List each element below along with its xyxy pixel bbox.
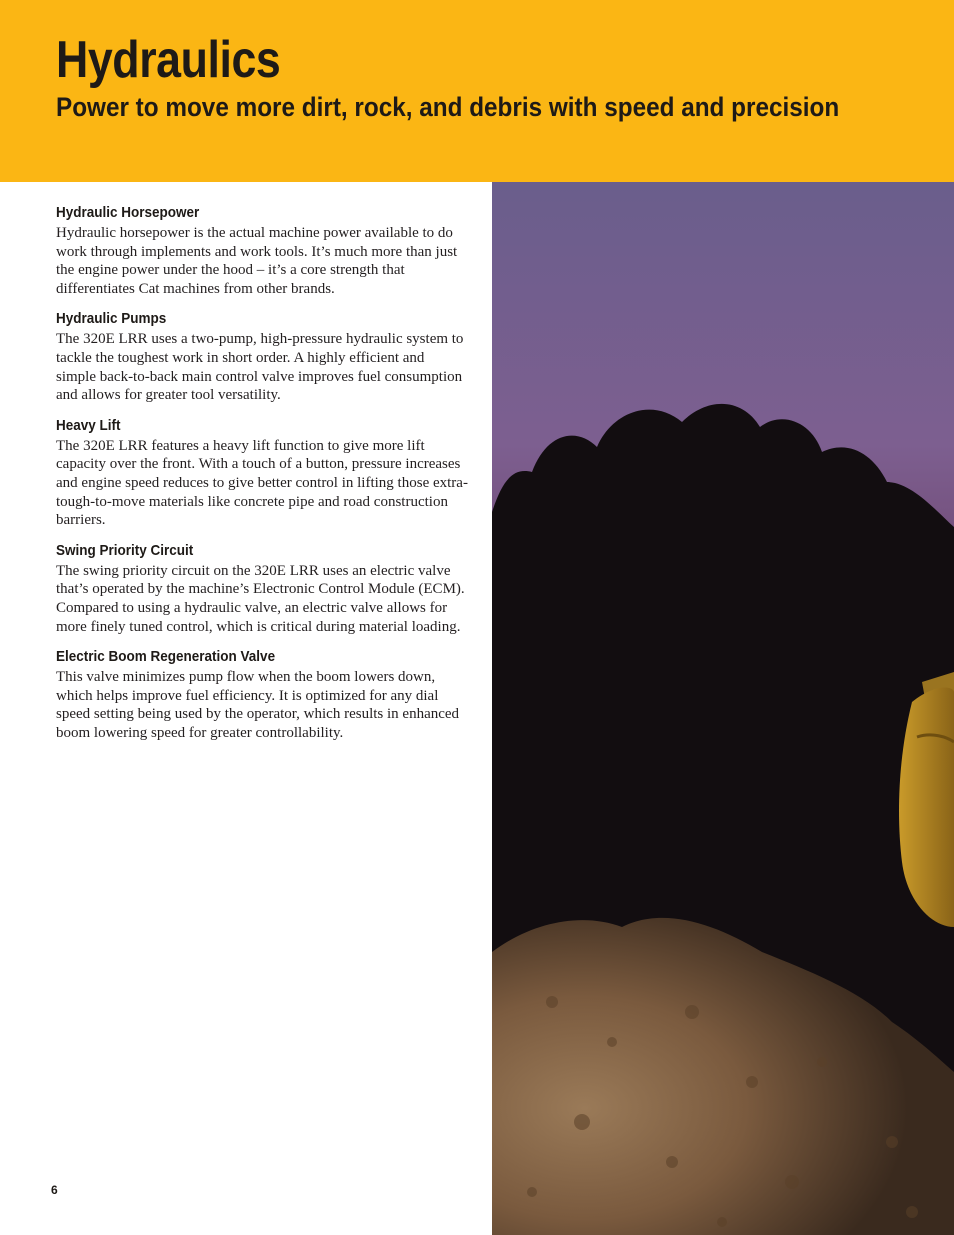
page-subtitle: Power to move more dirt, rock, and debris with speed and precision xyxy=(56,92,840,122)
section-electric-boom-regeneration-valve xyxy=(56,647,468,742)
section-heading: Hydraulic Pumps xyxy=(56,310,167,328)
section-hydraulic-pumps xyxy=(56,309,468,404)
text-column xyxy=(56,203,468,753)
section-body: This valve minimizes pump flow when the boom lowers down, which helps improve fuel efficiency. It is optimized for any dial speed setting being used by the operator, which results in enhanced boom lowering speed for greater controllability. xyxy=(56,669,460,741)
section-heading: Electric Boom Regeneration Valve xyxy=(56,648,276,666)
section-body: Hydraulic horsepower is the actual machine power available to do work through implements and work tools. It’s much more than just the engine power under the hood – it’s a core strength that differentiates Cat machines from other brands. xyxy=(56,225,458,297)
section-swing-priority-circuit xyxy=(56,541,468,636)
section-hydraulic-horsepower xyxy=(56,203,468,298)
section-body: The 320E LRR uses a two-pump, high-pressure hydraulic system to tackle the toughest work in short order. A highly efficient and simple back-to-back main control valve improves fuel consumption and allows for greater tool versatility. xyxy=(56,331,464,404)
section-heading: Hydraulic Horsepower xyxy=(56,204,200,221)
section-heading: Heavy Lift xyxy=(56,416,121,434)
section-body: The 320E LRR features a heavy lift function to give more lift capacity over the front. With a touch of a button, pressure increases and engine speed reduces to give better control in lifting those extra-tough-to-move materials like concrete pipe and road construction barriers. xyxy=(56,437,468,529)
section-heading: Swing Priority Circuit xyxy=(56,541,194,559)
page-number: 6 xyxy=(51,1183,58,1197)
section-heavy-lift xyxy=(56,416,468,530)
section-body: The swing priority circuit on the 320E LRR uses an electric valve that’s operated by the machine’s Electronic Control Module (ECM). Compared to using a hydraulic valve, an electric valve allows for more finely tuned control, which is critical during material loading. xyxy=(56,562,465,635)
page-title: Hydraulics xyxy=(56,31,281,89)
excavator-dirt-photo xyxy=(492,182,954,1235)
